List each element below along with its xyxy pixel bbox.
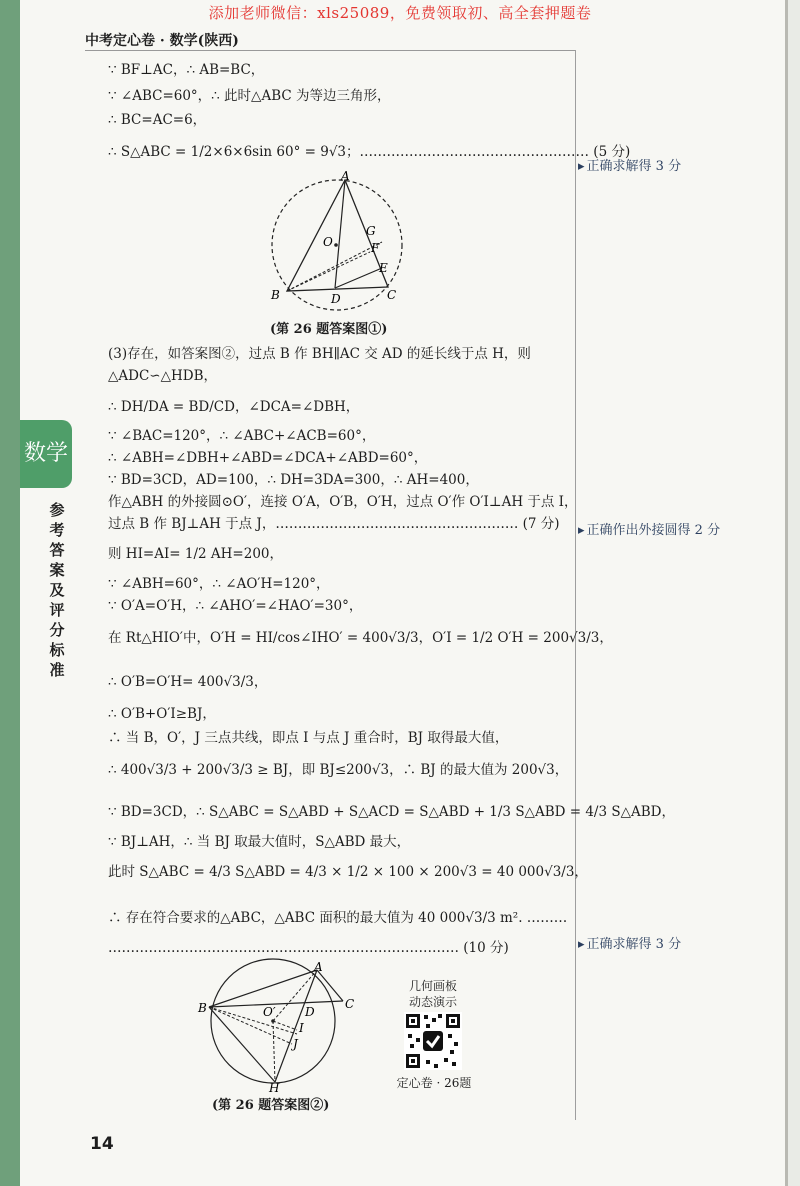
label-O-prime: O′	[263, 1005, 276, 1019]
label-D: D	[331, 292, 341, 306]
section-char: 及	[49, 581, 65, 599]
page-number: 14	[90, 1134, 114, 1154]
solution-line: ∵ BD=3CD，∴ S△ABC = S△ABD + S△ACD = S△ABD + 1/3 S△ABD = 4/3 S△ABD，	[108, 804, 675, 820]
solution-line: ∵ ∠BAC=120°，∴ ∠ABC+∠ACB=60°，	[108, 428, 376, 444]
qr-code[interactable]	[404, 1012, 462, 1070]
solution-line: …………………………………………………………………… (10 分)	[108, 940, 509, 956]
solution-line: ∵ ∠ABC=60°，∴ 此时△ABC 为等边三角形，	[108, 88, 391, 104]
label-C: C	[345, 997, 355, 1011]
book-spine-edge	[0, 0, 20, 1186]
solution-line: ∵ BJ⊥AH，∴ 当 BJ 取最大值时，S△ABD 最大，	[108, 834, 411, 850]
margin-divider	[575, 50, 576, 1120]
figure-2-diagram	[195, 958, 365, 1094]
label-O: O	[323, 235, 333, 249]
label-D: D	[305, 1005, 315, 1019]
label-G: G	[366, 224, 376, 238]
label-A: A	[314, 960, 323, 974]
solution-line: ∴ 存在符合要求的△ABC，△ABC 面积的最大值为 40 000√3/3 m². ………	[108, 910, 568, 926]
solution-line: (3)存在，如答案图②，过点 B 作 BH∥AC 交 AD 的延长线于点 H，则	[108, 346, 531, 362]
section-char: 分	[49, 621, 65, 639]
qr-title-line: 几何画板	[408, 979, 457, 993]
solution-line: ∴ S△ABC = 1/2×6×6sin 60° = 9√3；…………………………………………… (5 分)	[108, 144, 631, 160]
section-label	[44, 500, 70, 680]
label-A: A	[341, 169, 350, 183]
section-char: 参	[49, 501, 65, 519]
label-E: E	[379, 261, 388, 275]
section-char: 答	[49, 541, 65, 559]
label-B: B	[198, 1001, 207, 1015]
figure-2-caption: (第 26 题答案图②)	[212, 1098, 330, 1113]
solution-line: ∵ ∠ABH=60°，∴ ∠AO′H=120°，	[108, 576, 330, 592]
header-rule	[85, 50, 575, 51]
qr-title-line: 动态演示	[408, 995, 457, 1009]
solution-line: 则 HI=AI= 1/2 AH=200，	[108, 546, 284, 562]
label-I: I	[299, 1021, 304, 1035]
solution-line: 此时 S△ABC = 4/3 S△ABD = 4/3 × 1/2 × 100 × 200√3 = 40 000√3/3，	[108, 864, 588, 880]
solution-line: ∴ 400√3/3 + 200√3/3 ≥ BJ，即 BJ≤200√3，∴ BJ 的最大值为 200√3，	[108, 762, 569, 778]
solution-line: 在 Rt△HIO′中，O′H = HI/cos∠IHO′ = 400√3/3，O′I = 1/2 O′H = 200√3/3，	[108, 630, 613, 646]
solution-line: ∵ BD=3CD，AD=100，∴ DH=3DA=300，∴ AH=400，	[108, 472, 479, 488]
solution-line: ∵ O′A=O′H，∴ ∠AHO′=∠HAO′=30°，	[108, 598, 363, 614]
section-char: 评	[49, 601, 65, 619]
label-B: B	[271, 288, 280, 302]
margin-note: ▸ 正确作出外接圆得 2 分	[578, 523, 721, 538]
solution-line: ∴ O′B=O′H= 400√3/3，	[108, 674, 268, 690]
solution-line: 作△ABH 的外接圆⊙O′，连接 O′A，O′B，O′H，过点 O′作 O′I⊥AH 于点 I，	[108, 494, 578, 510]
figure-1-caption: (第 26 题答案图①)	[270, 322, 388, 337]
figure-1-diagram	[265, 166, 415, 316]
section-char: 标	[49, 641, 65, 659]
solution-line: ∵ BF⊥AC，∴ AB=BC，	[108, 62, 265, 78]
margin-note: ▸ 正确求解得 3 分	[578, 159, 682, 174]
solution-line: ∴ BC=AC=6，	[108, 112, 207, 128]
margin-note-text: 正确求解得 3 分	[586, 159, 682, 174]
label-J: J	[293, 1037, 298, 1051]
solution-line: ∴ DH/DA = BD/CD，∠DCA=∠DBH，	[108, 399, 360, 415]
page-header: 中考定心卷 · 数学(陕西)	[85, 33, 239, 49]
section-char: 案	[49, 561, 65, 579]
section-char: 考	[49, 521, 65, 539]
solution-line: ∴ ∠ABH=∠DBH+∠ABD=∠DCA+∠ABD=60°，	[108, 450, 428, 466]
label-F: F	[371, 241, 380, 255]
qr-label: 定心卷 · 26题	[396, 1076, 472, 1090]
label-H: H	[269, 1081, 280, 1094]
section-char: 准	[49, 661, 65, 679]
label-C: C	[387, 288, 397, 302]
watermark: 添加老师微信：xls25089，免费领取初、高全套押题卷	[208, 4, 592, 22]
margin-note-text: 正确作出外接圆得 2 分	[586, 523, 721, 538]
solution-line: ∴ 当 B，O′，J 三点共线，即点 I 与点 J 重合时，BJ 取得最大值，	[108, 730, 509, 746]
solution-line: 过点 B 作 BJ⊥AH 于点 J，……………………………………………… (7 分)	[108, 516, 560, 532]
subject-tab: 数学	[20, 420, 72, 488]
qr-title	[398, 978, 468, 1010]
margin-note: ▸ 正确求解得 3 分	[578, 937, 682, 952]
margin-note-text: 正确求解得 3 分	[586, 937, 682, 952]
solution-line: △ADC∽△HDB，	[108, 368, 217, 384]
solution-line: ∴ O′B+O′I≥BJ，	[108, 706, 216, 722]
